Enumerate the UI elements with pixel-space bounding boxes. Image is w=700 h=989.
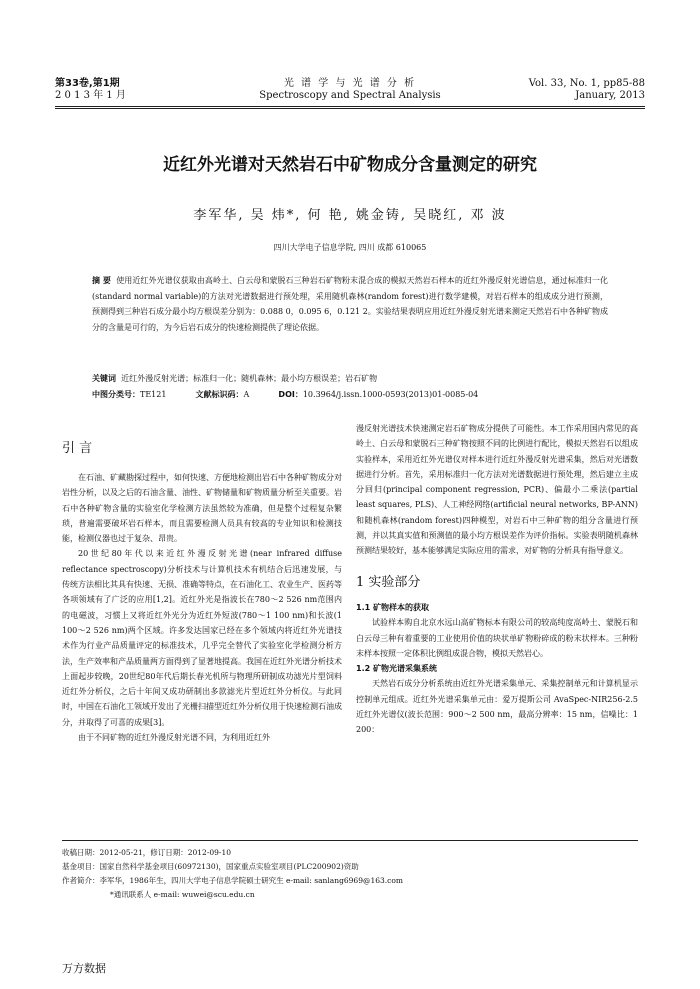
doc-code-value: A (243, 390, 250, 399)
paper-title: 近红外光谱对天然岩石中矿物成分含量测定的研究 (163, 155, 537, 175)
publish-month: January, 2013 (575, 90, 645, 101)
volume-pages: Vol. 33, No. 1, pp85-88 (528, 78, 645, 89)
received-date: 收稿日期：2012-05-21，修订日期：2012-09-10 (62, 848, 231, 857)
subsection-1-2-text: 天然岩石成分分析系统由近红外光谱采集单元、采集控制单元和计算机显示控制单元组成。近红外光谱采集单元由：爱万提斯公司 AvaSpec-NIR256-2.5 近红外光谱仪(波长范围：900～2 500 nm，最高分辨率：15 nm，信噪比：1 200： (356, 679, 638, 735)
footnotes (62, 846, 642, 902)
header-rule (55, 106, 645, 107)
affiliation: 四川大学电子信息学院, 四川 成都 610065 (273, 243, 427, 252)
author-bio: 作者简介：李军华，1986年生，四川大学电子信息学院硕士研究生 e-mail: sanlang6969@163.com (62, 876, 403, 885)
funding-info: 基金项目：国家自然科学基金项目(60972130)，国家重点实验室项目(PLC200902)资助 (62, 862, 359, 871)
keywords-text: 近红外漫反射光谱；标准归一化；随机森林；最小均方根误差；岩石矿物 (121, 374, 378, 383)
journal-volume-info (529, 78, 645, 102)
intro-paragraph-1: 在石油、矿藏勘探过程中，如何快速、方便地检测出岩石中各种矿物成分对岩性分析，以及之后的石油含量、油性、矿物储量和矿物质量分析至关重要。岩石中各种矿物含量的实验室化学检测方法虽然较为准确，但是整个过程复杂繁琐，普遍需要破坏岩石样本，而且需要检测人员具有较高的专业知识和检测技能，检测仪器也过于复杂、昂贵。 (62, 473, 342, 544)
volume-issue: 第33卷,第1期 (55, 78, 120, 89)
intro-continuation: 漫反射光谱技术快速测定岩石矿物成分提供了可能性。本工作采用国内常见的高岭土、白云母和蒙脱石三种矿物按照不同的比例进行配比，模拟天然岩石以组成实验样本，采用近红外光谱仪对样本进行近红外漫反射光谱采集，然后对光谱数据进行分析。首先，采用标准归一化方法对光谱数据进行预处理，然后建立主成分回归(principal component regression, PCR)、偏最小二乘法(partial least squares, PLS)、人工神经网络(artificial neural networks, BP-ANN)和随机森林(random forest)四种模型，对岩石中三种矿物的组分含量进行预测，并以其真实值和预测值的最小均方根误差作为评价指标。实验表明随机森林预测结果较好，基本能够满足实际应用的需求，对矿物的分析具有指导意义。 (356, 424, 638, 556)
abstract (92, 273, 608, 335)
subsection-1-2-heading: 1.2 矿物光谱采集系统 (356, 664, 437, 674)
section-1-heading: 1 实验部分 (356, 574, 421, 590)
classification-line (92, 389, 478, 400)
keywords-label: 关键词 (92, 374, 116, 383)
subsection-1-1-heading: 1.1 矿物样本的获取 (356, 602, 429, 612)
journal-name-cn: 光 谱 学 与 光 谱 分 析 (283, 78, 417, 89)
watermark-text: 万方数据 (62, 962, 106, 975)
clc-value: TE121 (140, 390, 167, 399)
intro-paragraph-2: 20世纪80年代以来近红外漫反射光谱(near infrared diffuse reflectance spectroscopy)分析技术与计算机技术有机结合后迅速发展，与传统方法相比其具有快速、无损、准确等特点，在石油化工、农业生产、医药等各项领域有了广泛的应用[1,2]。近红外光是指波长在780～2 526 nm范围内的电磁波，习惯上又将近红外光分为近红外短波(780～1 100 nm)和长波(1 100～2 526 nm)两个区域。许多发达国家已经在多个领域内将近红外光谱技术作为行业产品质量评定的标准技术，几乎完全替代了实验室化学检测分析方法，生产效率和产品质量两方面得到了显著地提高。我国在近红外光谱分析技术上面起步较晚，20世纪80年代后期长春光机所与物理所研制成功滤光片型饲料近红外分析仪，之后十年间又成功研制出多款滤光片型近红外分析仪。与此同时，中国在石油化工领域开发出了光栅扫描型近红外分析仪用于快速检测石油成分，并取得了可喜的成果[3]。 (62, 549, 342, 727)
subsection-1-1-text: 试验样本购自北京水远山高矿物标本有限公司的较高纯度高岭土、蒙脱石和白云母三种有着重要的工业使用价值的块状单矿物粉碎成的粉末状样本。三种粉末样本按照一定体积比例组成混合物，模拟天然岩心。 (356, 618, 638, 658)
abstract-label: 摘 要 (92, 276, 111, 285)
header-rule-thin (55, 108, 645, 109)
footnote-rule (62, 840, 638, 841)
abstract-text: 使用近红外光谱仪获取由高岭土、白云母和蒙脱石三种岩石矿物粉末混合成的模拟天然岩石样本的近红外漫反射光谱信息，通过标准归一化(standard normal variable)的方法对光谱数据进行预处理，采用随机森林(random forest)进行数学建模，对岩石样本的组成成分进行预测，预测得到三种岩石成分最小均方根误差分别为：0.088 0，0.095 6，0.121 2。实验结果表明应用近红外漫反射光谱来测定天然岩石中各种矿物成分的含量是可行的，为今后岩石成分的快速检测提供了理论依据。 (92, 276, 608, 332)
doi-label: DOI： (278, 390, 303, 399)
corresponding-author: *通讯联系人 e-mail: wuwei@scu.edu.cn (110, 890, 255, 899)
clc-label: 中图分类号： (92, 390, 140, 399)
intro-paragraph-3: 由于不同矿物的近红外漫反射光谱不同，为利用近红外 (78, 733, 270, 743)
right-column (356, 421, 638, 738)
issue-date: 2 0 1 3 年 1 月 (55, 90, 126, 101)
journal-name-en: Spectroscopy and Spectral Analysis (259, 90, 441, 101)
left-column (62, 470, 342, 745)
doc-code-label: 文献标识码： (195, 390, 244, 399)
doi-value: 10.3964/j.issn.1000-0593(2013)01-0085-04 (302, 390, 479, 399)
author-list: 李军华, 吴 炜*, 何 艳, 姚金铸, 吴晓红, 邓 波 (193, 208, 507, 223)
keywords (92, 373, 377, 384)
intro-heading: 引 言 (62, 441, 93, 456)
